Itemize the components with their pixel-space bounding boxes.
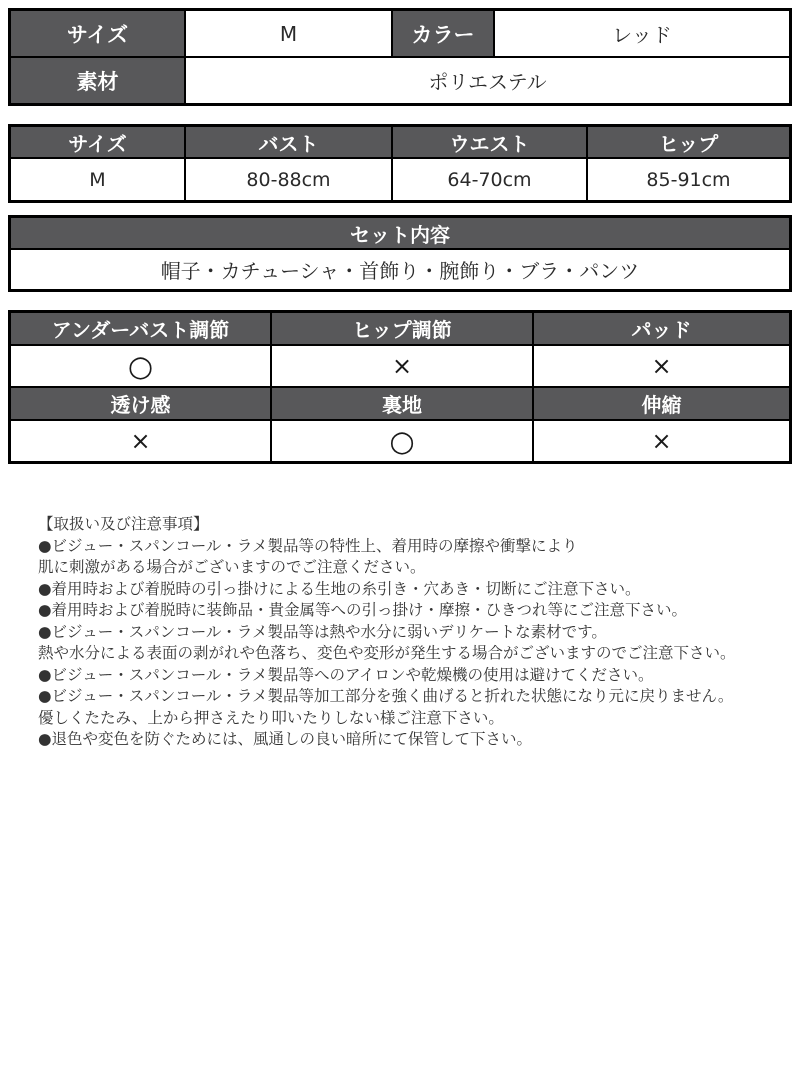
feature-value-hip-adjust: [271, 345, 533, 387]
feature-value-stretch: [533, 420, 791, 463]
feature-value-pad: [533, 345, 791, 387]
feature-header-pad: パッド: [533, 312, 791, 346]
feature-header-hip-adjust: ヒップ調節: [271, 312, 533, 346]
set-contents-header: セット内容: [10, 217, 791, 250]
table-row: [10, 10, 791, 58]
size-chart-header: ウエスト: [392, 126, 587, 159]
table-row: [10, 345, 791, 387]
table-header-row: [10, 217, 791, 250]
size-chart-table: [8, 124, 792, 203]
size-chart-header: サイズ: [10, 126, 186, 159]
care-note-line: 優しくたたみ、上から押さえたり叩いたりしない様ご注意下さい。: [38, 708, 504, 727]
material-value-cell: ポリエステル: [185, 57, 791, 105]
care-note-line: ●ビジュー・スパンコール・ラメ製品等加工部分を強く曲げると折れた状態になり元に戻りません。: [38, 687, 734, 705]
table-row: [10, 249, 791, 291]
product-spec-table: [8, 8, 792, 106]
size-chart-cell: M: [10, 158, 186, 202]
care-note-line: 熱や水分による表面の剥がれや色落ち、変色や変形が発生する場合がございますのでご注意下さい。: [38, 644, 736, 662]
table-row: [10, 420, 791, 463]
size-label-cell: サイズ: [10, 10, 186, 58]
care-notes-title: 【取扱い及び注意事項】: [38, 515, 209, 533]
feature-header-underbust: アンダーバスト調節: [10, 312, 272, 346]
color-value-cell: レッド: [494, 10, 791, 58]
circle-mark: ○: [127, 348, 154, 383]
size-chart-header: バスト: [185, 126, 392, 159]
care-note-line: 肌に刺激がある場合がございますのでご注意ください。: [38, 558, 426, 576]
size-chart-cell: 85-91cm: [587, 158, 791, 202]
care-note-line: ●退色や変色を防ぐためには、風通しの良い暗所にて保管して下さい。: [38, 730, 533, 748]
care-note-line: ●着用時および着脱時の引っ掛けによる生地の糸引き・穴あき・切断にご注意下さい。: [38, 579, 641, 598]
cross-mark: ×: [130, 427, 151, 455]
feature-header-lining: 裏地: [271, 387, 533, 420]
feature-value-underbust: [10, 345, 272, 387]
feature-value-lining: [271, 420, 533, 463]
table-header-row: [10, 312, 791, 346]
material-label-cell: 素材: [10, 57, 186, 105]
set-contents-items: 帽子・カチューシャ・首飾り・腕飾り・ブラ・パンツ: [10, 249, 791, 291]
care-note-line: ●ビジュー・スパンコール・ラメ製品等は熱や水分に弱いデリケートな素材です。: [38, 622, 607, 641]
table-header-row: [10, 126, 791, 159]
feature-value-sheerness: [10, 420, 272, 463]
feature-header-stretch: 伸縮: [533, 387, 791, 420]
cross-mark: ×: [651, 352, 672, 380]
size-value-cell: M: [185, 10, 392, 58]
care-notes: [38, 514, 772, 751]
table-row: [10, 57, 791, 105]
color-label-cell: カラー: [392, 10, 494, 58]
size-chart-header: ヒップ: [587, 126, 791, 159]
cross-mark: ×: [391, 352, 413, 380]
cross-mark: ×: [651, 427, 672, 455]
care-note-line: ●着用時および着脱時に装飾品・貴金属等への引っ掛け・摩擦・ひきつれ等にご注意下さい。: [38, 601, 688, 619]
features-table: [8, 310, 792, 464]
set-contents-table: [8, 215, 792, 292]
size-chart-cell: 80-88cm: [185, 158, 392, 202]
table-row: [10, 158, 791, 202]
table-header-row: [10, 387, 791, 420]
circle-mark: ○: [389, 423, 415, 458]
care-note-line: ●ビジュー・スパンコール・ラメ製品等の特性上、着用時の摩擦や衝撃により: [38, 536, 578, 555]
size-chart-cell: 64-70cm: [392, 158, 587, 202]
feature-header-sheerness: 透け感: [10, 387, 272, 420]
care-note-line: ●ビジュー・スパンコール・ラメ製品等へのアイロンや乾燥機の使用は避けてください。: [38, 665, 654, 684]
